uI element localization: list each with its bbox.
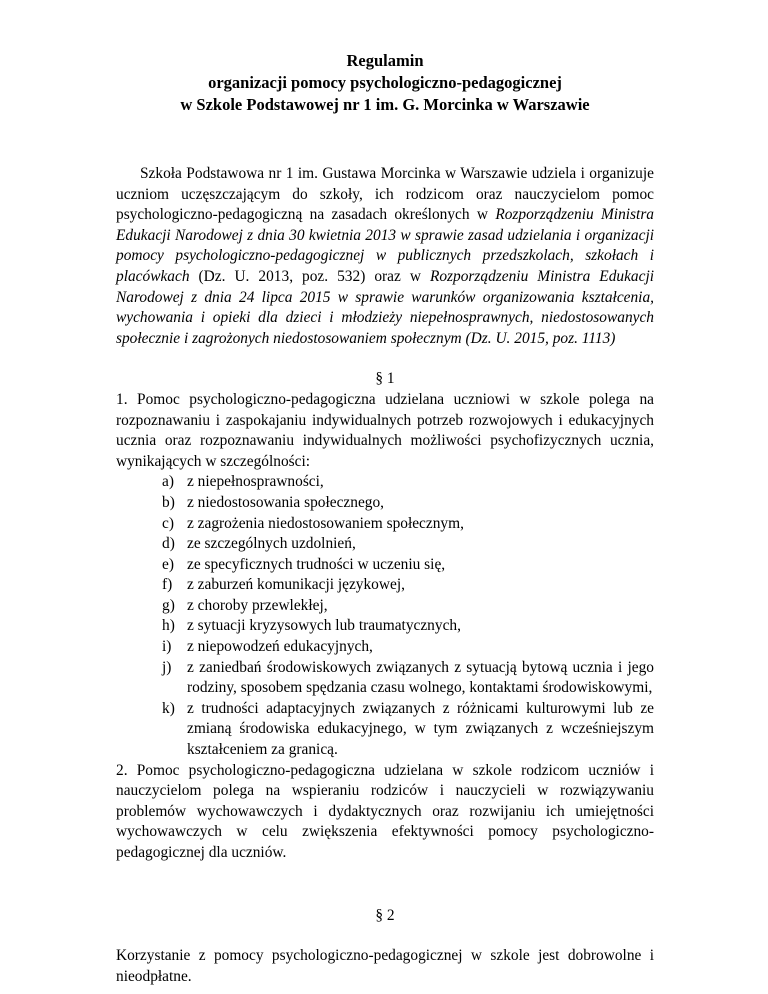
list-item [116, 534, 654, 555]
conditions-list [116, 472, 654, 760]
document-page [116, 50, 654, 987]
list-item-text: z zaniedbań środowiskowych związanych z sytuacją bytową ucznia i jego rodziny, sposobem spędzania czasu wolnego, kontaktami środowiskowymi, [187, 658, 654, 697]
intro-paragraph [116, 164, 654, 349]
intro-text-2: (Dz. U. 2013, poz. 532) oraz w [189, 267, 430, 285]
document-title [116, 50, 654, 116]
section-2-text: Korzystanie z pomocy psychologiczno-pedagogicznej w szkole jest dobrowolne i nieodpłatne. [116, 947, 654, 985]
list-item [116, 699, 654, 761]
list-marker: f) [162, 576, 173, 594]
intro-regulation-1: Rozporządzeniu Ministra Edukacji Narodowej z dnia 30 kwietnia 2013 w sprawie zasad udzielania i organizacji pomocy psychologiczno-pedagogicznej w publicznych przedszkolach, szkołach i placówkach [116, 206, 654, 285]
section-1-point-1: 1. Pomoc psychologiczno-pedagogiczna udzielana uczniowi w szkole polega na rozpoznawaniu i zaspokajaniu indywidualnych potrzeb rozwojowych i edukacyjnych ucznia oraz rozpoznawaniu indywidualnych możliwości psychofizycznych ucznia, wynikających w szczególności: [116, 390, 654, 470]
list-marker: b) [162, 493, 175, 511]
list-item-text: z sytuacji kryzysowych lub traumatycznych, [187, 617, 461, 635]
list-marker: e) [162, 555, 174, 573]
section-1-heading: § 1 [375, 370, 395, 388]
list-item [116, 658, 654, 699]
list-item-text: z niepowodzeń edukacyjnych, [187, 638, 373, 656]
intro-regulation-2: Rozporządzeniu Ministra Edukacji Narodowej z dnia 24 lipca 2015 w sprawie warunków organizowania kształcenia, wychowania i opieki dla dzieci i młodzieży niepełnosprawnych, niedostosowanych społecznie i zagrożonych niedostosowaniem społecznym (Dz. U. 2015, poz. 1113) [116, 267, 654, 347]
list-item [116, 514, 654, 535]
list-item-text: ze specyficznych trudności w uczeniu się, [187, 555, 446, 573]
list-marker: a) [162, 473, 174, 491]
title-line-2: organizacji pomocy psychologiczno-pedagogicznej [208, 73, 562, 92]
section-2-heading: § 2 [375, 906, 395, 924]
list-item-text: z trudności adaptacyjnych związanych z różnicami kulturowymi lub ze zmianą środowiska edukacyjnego, w tym związanych z wcześniejszym kształceniem za granicą. [187, 699, 654, 759]
list-marker: h) [162, 617, 175, 635]
list-marker: j) [162, 658, 172, 676]
list-item [116, 637, 654, 658]
list-item [116, 493, 654, 514]
list-item [116, 575, 654, 596]
list-marker: d) [162, 535, 175, 553]
list-item [116, 472, 654, 493]
list-item-text: z niepełnosprawności, [187, 473, 324, 491]
list-item [116, 596, 654, 617]
list-item-text: z zaburzeń komunikacji językowej, [187, 576, 405, 594]
list-item [116, 555, 654, 576]
section-1-point-2: 2. Pomoc psychologiczno-pedagogiczna udzielana w szkole rodzicom uczniów i nauczycielom polega na wspieraniu rodziców i nauczycieli w rozwiązywaniu problemów wychowawczych i dydaktycznych oraz rozwijaniu ich umiejętności wychowawczych w celu zwiększenia efektywności pomocy psychologiczno-pedagogicznej dla uczniów. [116, 761, 654, 861]
list-marker: i) [162, 638, 172, 656]
list-item-text: z zagrożenia niedostosowaniem społecznym, [187, 514, 464, 532]
list-marker: g) [162, 596, 175, 614]
list-marker: c) [162, 514, 174, 532]
list-item-text: z choroby przewlekłej, [187, 596, 328, 614]
title-line-1: Regulamin [346, 51, 424, 70]
list-item [116, 616, 654, 637]
title-line-3: w Szkole Podstawowej nr 1 im. G. Morcinka w Warszawie [180, 95, 590, 114]
list-marker: k) [162, 699, 175, 717]
intro-text-1: Szkoła Podstawowa nr 1 im. Gustawa Morcinka w Warszawie udziela i organizuje uczniom uczęszczającym do szkoły, ich rodzicom oraz nauczycielom pomoc psychologiczno-pedagogiczną na zasadach określonych w [116, 165, 654, 224]
list-item-text: ze szczególnych uzdolnień, [187, 535, 356, 553]
list-item-text: z niedostosowania społecznego, [187, 493, 385, 511]
